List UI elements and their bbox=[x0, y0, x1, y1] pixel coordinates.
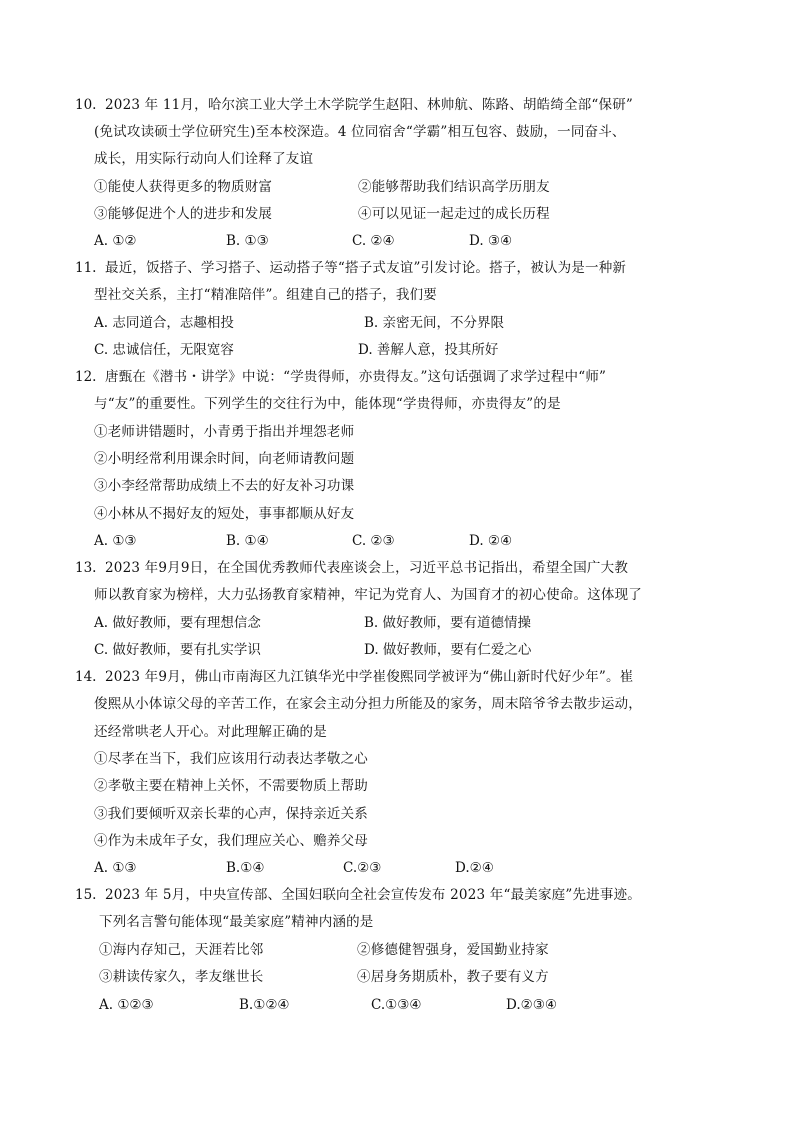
statement-3: ③我们要倾听双亲长辈的心声，保持亲近关系 bbox=[94, 806, 368, 822]
question-number: 14. bbox=[75, 669, 97, 685]
statement-2: ②修德健智强身，爱国勤业持家 bbox=[357, 942, 549, 958]
option-d[interactable]: D.②④ bbox=[455, 860, 494, 876]
question-number: 15. bbox=[75, 887, 97, 903]
statement-3: ③能够促进个人的进步和发展 bbox=[94, 206, 273, 222]
option-d[interactable]: D. ③④ bbox=[469, 233, 513, 249]
question-stem-line: 师以教育家为榜样，大力弘扬教育家精神，牢记为党育人、为国育才的初心使命。这体现了 bbox=[94, 587, 642, 603]
option-c[interactable]: C.②③ bbox=[343, 860, 382, 876]
option-a[interactable]: A. 做好教师，要有理想信念 bbox=[94, 615, 261, 631]
question-stem-line: 成长，用实际行动向人们诠释了友谊 bbox=[94, 151, 314, 167]
question-stem-line: (免试攻读硕士学位研究生)至本校深造。4 位同宿舍“学霸”相互包容、鼓励，一同奋斗、 bbox=[94, 124, 626, 140]
option-d[interactable]: D. 善解人意，投其所好 bbox=[358, 342, 499, 358]
option-a[interactable]: A. ①③ bbox=[94, 860, 137, 876]
statement-3: ③耕读传家久，孝友继世长 bbox=[99, 969, 264, 985]
option-c[interactable]: C. 忠诚信任，无限宽容 bbox=[94, 342, 234, 358]
question-stem-line: 2023 年 11月，哈尔滨工业大学土木学院学生赵阳、林帅航、陈路、胡皓绮全部“保研” bbox=[105, 97, 634, 113]
option-a[interactable]: A. 志同道合，志趣相投 bbox=[94, 315, 234, 331]
statement-3: ③小李经常帮助成绩上不去的好友补习功课 bbox=[94, 478, 355, 494]
question-stem-line: 与“友”的重要性。下列学生的交往行为中，能体现“学贵得师，亦贵得友”的是 bbox=[94, 396, 561, 412]
question-stem-line: 还经常哄老人开心。对此理解正确的是 bbox=[94, 724, 327, 740]
question-number: 11. bbox=[75, 260, 97, 276]
option-c[interactable]: C.①③④ bbox=[371, 997, 422, 1013]
option-c[interactable]: C. ②③ bbox=[352, 533, 395, 549]
question-stem-line: 2023 年 5月，中央宣传部、全国妇联向全社会宣传发布 2023 年“最美家庭”先进事迹。 bbox=[105, 887, 641, 903]
statement-4: ④作为未成年子女，我们理应关心、赡养父母 bbox=[94, 833, 368, 849]
option-d[interactable]: D. 做好教师，要有仁爱之心 bbox=[364, 642, 532, 658]
question-number: 13. bbox=[75, 560, 97, 576]
option-b[interactable]: B. 做好教师，要有道德情操 bbox=[364, 615, 532, 631]
statement-1: ①能使人获得更多的物质财富 bbox=[94, 179, 273, 195]
statement-1: ①尽孝在当下，我们应该用行动表达孝敬之心 bbox=[94, 751, 368, 767]
statement-4: ④可以见证一起走过的成长历程 bbox=[358, 206, 550, 222]
statement-1: ①海内存知己，天涯若比邻 bbox=[99, 942, 264, 958]
question-stem-line: 最近，饭搭子、学习搭子、运动搭子等“搭子式友谊”引发讨论。搭子，被认为是一种新 bbox=[105, 260, 627, 276]
question-stem-line: 唐甄在《潜书・讲学》中说：“学贵得师，亦贵得友。”这句话强调了求学过程中“师” bbox=[105, 369, 607, 385]
statement-2: ②孝敬主要在精神上关怀，不需要物质上帮助 bbox=[94, 778, 368, 794]
question-stem-line: 2023 年9月，佛山市南海区九江镇华光中学崔俊熙同学被评为“佛山新时代好少年”。崔 bbox=[105, 669, 634, 685]
question-stem-line: 俊熙从小体谅父母的辛苦工作，在家会主动分担力所能及的家务，周末陪爷爷去散步运动， bbox=[94, 696, 642, 712]
option-a[interactable]: A. ①②③ bbox=[99, 997, 154, 1013]
option-b[interactable]: B. ①④ bbox=[226, 533, 269, 549]
option-d[interactable]: D. ②④ bbox=[469, 533, 513, 549]
statement-1: ①老师讲错题时，小青勇于指出并埋怨老师 bbox=[94, 424, 355, 440]
option-c[interactable]: C. 做好教师，要有扎实学识 bbox=[94, 642, 261, 658]
question-number: 12. bbox=[75, 369, 97, 385]
option-d[interactable]: D.②③④ bbox=[506, 997, 557, 1013]
statement-4: ④居身务期质朴，教子要有义方 bbox=[357, 969, 549, 985]
option-a[interactable]: A. ①③ bbox=[94, 533, 137, 549]
statement-2: ②小明经常利用课余时间，向老师请教问题 bbox=[94, 451, 355, 467]
option-b[interactable]: B.①④ bbox=[226, 860, 265, 876]
question-stem-line: 型社交关系，主打“精准陪伴”。组建自己的搭子，我们要 bbox=[94, 287, 438, 303]
question-stem-line: 2023 年9月9日，在全国优秀教师代表座谈会上，习近平总书记指出，希望全国广大教 bbox=[105, 560, 629, 576]
question-stem-line: 下列名言警句能体现“最美家庭”精神内涵的是 bbox=[99, 914, 374, 930]
statement-2: ②能够帮助我们结识高学历朋友 bbox=[358, 179, 550, 195]
statement-4: ④小林从不揭好友的短处，事事都顺从好友 bbox=[94, 506, 355, 522]
question-number: 10. bbox=[75, 97, 97, 113]
option-a[interactable]: A. ①② bbox=[94, 233, 137, 249]
option-b[interactable]: B.①②④ bbox=[239, 997, 290, 1013]
option-b[interactable]: B. 亲密无间，不分界限 bbox=[364, 315, 505, 331]
option-b[interactable]: B. ①③ bbox=[226, 233, 269, 249]
option-c[interactable]: C. ②④ bbox=[352, 233, 395, 249]
